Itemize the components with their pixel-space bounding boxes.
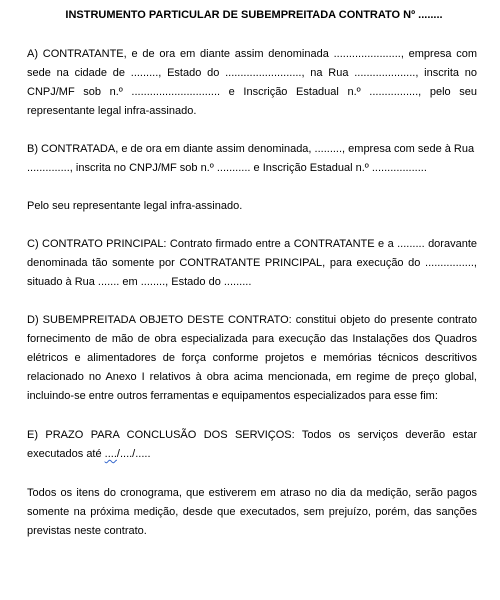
prazo-date-day: .... (104, 448, 117, 460)
paragraph-cronograma: Todos os itens do cronograma, que estiverem em atraso no dia da medição, serão pagos somente na próxima medição, desde que executados, sem prejuízo, porém, das sanções previstas neste contrato. (27, 487, 477, 537)
prazo-date-rest: /..../..... (116, 448, 151, 460)
paragraph-contratante: A) CONTRATANTE, e de ora em diante assim denominada ......................, empresa com sede na cidade de ........., Estado do ........................., na Rua ...................., inscrita no CNPJ/MF sob n.º ............................. e Inscrição Estadual n.º ................, pelo seu representante legal infra-assinado. (27, 48, 477, 117)
paragraph-prazo-conclusao (27, 426, 477, 464)
paragraph-contrato-principal: C) CONTRATO PRINCIPAL: Contrato firmado entre a CONTRATANTE e a ......... doravante denominada tão somente por CONTRATANTE PRINCIPAL, para execução do ................, situado à Rua ....... em ........, Estado do ......... (27, 238, 477, 288)
paragraph-representante: Pelo seu representante legal infra-assinado. (27, 200, 243, 212)
document-title: INSTRUMENTO PARTICULAR DE SUBEMPREITADA CONTRATO Nº ........ (65, 9, 443, 21)
paragraph-subempreitada-objeto: D) SUBEMPREITADA OBJETO DESTE CONTRATO: constitui objeto do presente contrato fornecimento de mão de obra especializada para execução das Instalações dos Quadros elétricos e alimentadores de força conforme projetos e memórias técnicos descritivos relacionado no Anexo I relativos à obra acima mencionada, em regime de preço global, incluindo-se entre outros ferramentas e equipamentos especializados para esse fim: (27, 314, 477, 402)
paragraph-contratada: B) CONTRATADA, e de ora em diante assim denominada, ........., empresa com sede à Rua .............., inscrita no CNPJ/MF sob n.º ........... e Inscrição Estadual n.º .................. (27, 143, 475, 174)
prazo-text: E) PRAZO PARA CONCLUSÃO DOS SERVIÇOS: Todos os serviços deverão estar executados até (27, 429, 477, 460)
